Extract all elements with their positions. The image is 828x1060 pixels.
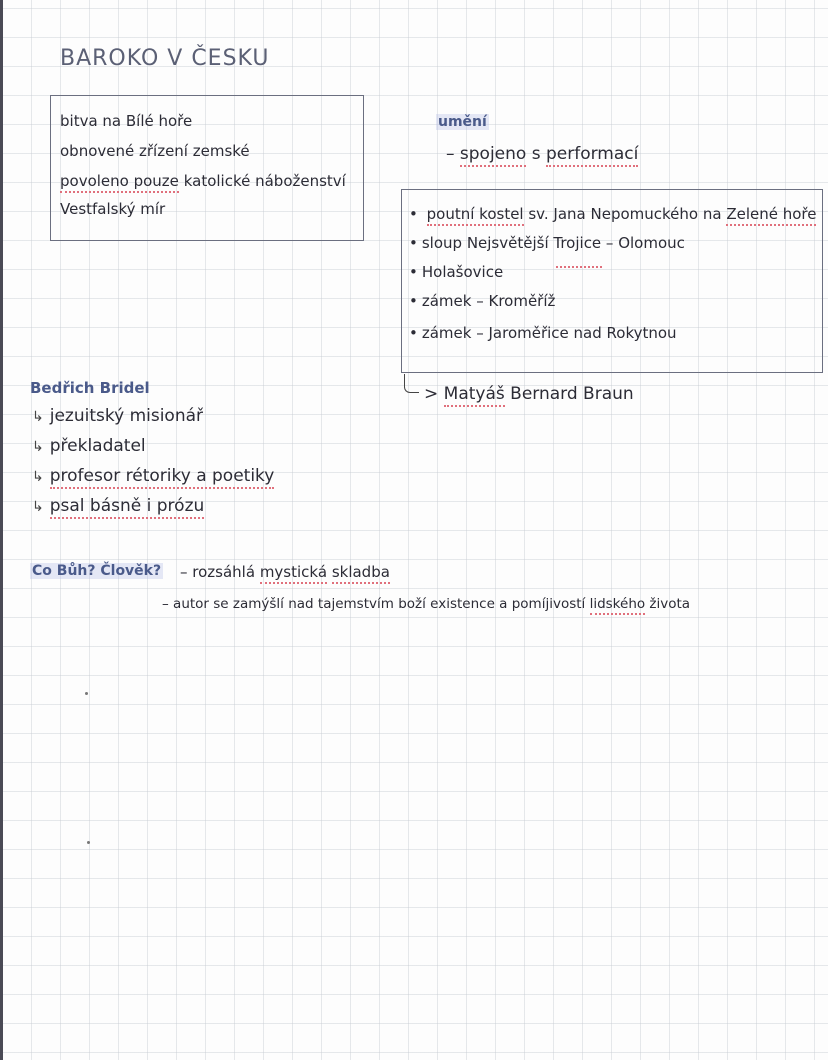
art-item-4: • zámek – Kroměříž: [409, 292, 555, 310]
bridel-item-2: ↳ překladatel: [32, 436, 146, 456]
underlined-phrase: povoleno pouze: [60, 172, 179, 193]
work-line-1: – rozsáhlá mystická skladba: [180, 563, 390, 581]
bridel-item-1: ↳ jezuitský misionář: [32, 406, 204, 426]
page-title: BAROKO V ČESKU: [60, 46, 270, 71]
art-heading: umění: [438, 114, 487, 130]
history-item-4: Vestfalský mír: [60, 200, 166, 218]
history-item-3-rest: katolické náboženství: [183, 172, 346, 190]
arrow-icon: ↳: [32, 499, 44, 515]
page-left-edge: [0, 0, 3, 1060]
arrow-icon: ↳: [32, 439, 44, 455]
art-note: – spojeno s performací: [446, 144, 638, 164]
bridel-item-3: ↳ profesor rétoriky a poetiky: [32, 466, 274, 486]
sculptor: > Matyáš Bernard Braun: [424, 384, 634, 404]
bridel-item-4: ↳ psal básně i prózu: [32, 496, 204, 516]
history-item-3: [60, 172, 346, 190]
art-item-1: • poutní kostel sv. Jana Nepomuckého na Zelené hoře: [409, 205, 816, 223]
history-item-1: bitva na Bílé hoře: [60, 112, 193, 130]
underline-trojice: [556, 266, 602, 268]
work-title: Co Bůh? Člověk?: [32, 563, 162, 579]
art-item-5: • zámek – Jaroměřice nad Rokytnou: [409, 324, 677, 342]
arrow-icon: ↳: [32, 469, 44, 485]
pen-dot: [87, 841, 90, 844]
art-item-2: • sloup Nejsvětější Trojice – Olomouc: [409, 234, 685, 252]
pen-dot: [85, 692, 88, 695]
bridel-heading: Bedřich Bridel: [30, 379, 150, 397]
history-item-2: obnovené zřízení zemské: [60, 142, 250, 160]
arrow-icon: ↳: [32, 409, 44, 425]
art-item-3: • Holašovice: [409, 263, 503, 281]
work-line-2: – autor se zamýšlí nad tajemstvím boží existence a pomíjivostí lidského života: [162, 596, 690, 612]
branch-arrow-icon: [404, 374, 419, 393]
